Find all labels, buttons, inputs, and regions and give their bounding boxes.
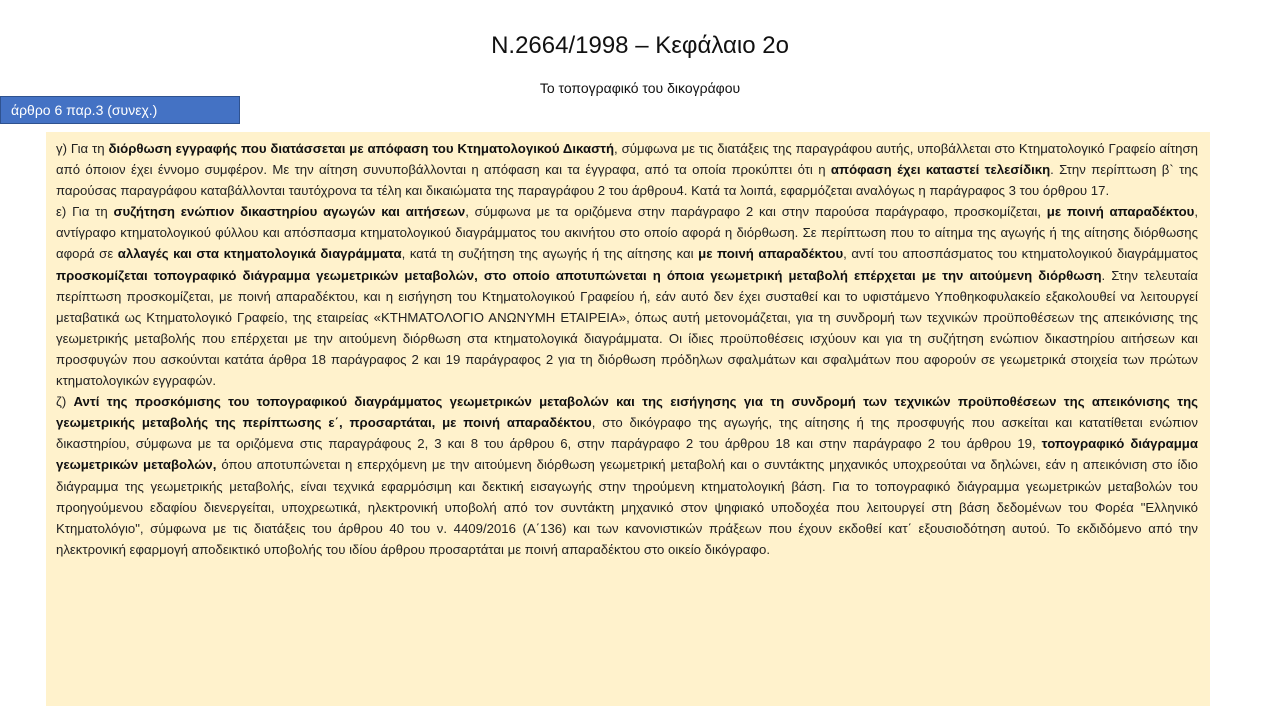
bold-span: τοπογραφικό διάγραμμα γεωμετρικών μεταβολών, — [56, 436, 1198, 473]
text-span: , σύμφωνα με τις διατάξεις της παραγράφου αυτής, υποβάλλεται στο Κτηματολογικό Γραφείο αίτηση από όποιον έχει έννομο συμφέρον. Με την αίτηση συνυποβάλλονται η απόφαση και τα έγγραφα, από τα οποία προκύπτει ότι η — [56, 141, 1198, 178]
text-span: ε) Για τη — [56, 204, 114, 220]
paragraph-zeta — [56, 391, 1198, 560]
bold-span: Αντί της προσκόμισης του τοπογραφικού διαγράμματος γεωμετρικών μεταβολών και της εισήγησης για τη συνδρομή των τεχνικών προϋποθέσεων της απεικόνισης της γεωμετρικής μεταβολής της περίπτωσης ε΄, προσαρτάται, με ποινή απαραδέκτου — [56, 394, 1198, 431]
text-span: , στο δικόγραφο της αγωγής, της αίτησης ή της προσφυγής που ασκείται και κατατίθεται ενώπιον δικαστηρίου, σύμφωνα με τα οριζόμενα στις παραγράφους 2, 3 και 8 του άρθρου 6, στην παράγραφο 2 του άρθρου 18 και στην παράγραφο 2 του άρθρου 19, — [56, 415, 1198, 452]
text-span: , κατά τη συζήτηση της αγωγής ή της αίτησης και — [401, 246, 699, 262]
bold-span: με ποινή απαραδέκτου — [1046, 204, 1195, 220]
text-span: γ) Για τη — [56, 141, 109, 156]
content-box — [46, 132, 1210, 706]
text-span: , αντίγραφο κτηματολογικού φύλλου και απόσπασμα κτηματολογικού διαγράμματος του ακινήτου στο οποίο αφορά η διόρθωση. Σε περίπτωση που το αίτημα της αγωγής ή της αίτησης διόρθωσης αφορά σε — [56, 204, 1198, 262]
bold-span: αλλαγές και στα κτηματολογικά διαγράμματα — [117, 246, 402, 262]
text-span: . Στην τελευταία περίπτωση προσκομίζεται, με ποινή απαραδέκτου, και η εισήγηση του Κτηματολογικού Γραφείου ή, εάν αυτό δεν έχει συσταθεί και το υφιστάμενο Υποθηκοφυλακείο εξακολουθεί να λειτουργεί μεταβατικά ως Κτηματολογικό Γραφείο, της εταιρείας «ΚΤΗΜΑΤΟΛΟΓΙΟ ΑΝΩΝΥΜΗ ΕΤΑΙΡΕΙΑ», όπως αυτή μετονομάζεται, για τη συνδρομή των τεχνικών προϋποθέσεων της απεικόνισης της γεωμετρικής μεταβολής που επέρχεται με την αιτούμενη διόρθωση στα κτηματολογικά διαγράμματα. Οι ίδιες προϋποθέσεις ισχύουν και για τη συζήτηση ενώπιον δικαστηρίου αιτήσεων και προσφυγών που ασκούνται κατάτα άρθρα 18 παράγραφος 2 και 19 παράγραφος 2 για τη διόρθωση πρόδηλων σφαλμάτων και σφαλμάτων που αφορούν σε γεωμετρικά στοιχεία των πρώτων κτηματολογικών εγγραφών. — [56, 267, 1198, 389]
bold-span: συζήτηση ενώπιον δικαστηρίου αγωγών και αιτήσεων — [113, 204, 466, 220]
text-span: , αντί του αποσπάσματος του κτηματολογικού διαγράμματος — [843, 246, 1199, 262]
bold-span: διόρθωση εγγραφής που διατάσσεται με απόφαση του Κτηματολογικού Δικαστή — [108, 141, 615, 156]
text-span: . Στην περίπτωση β` της παρούσας παραγράφου καταβάλλονται ταυτόχρονα τα τέλη και δικαιώματα της παραγράφου 2 του άρθρου4. Κατά τα λοιπά, εφαρμόζεται αναλόγως η παράγραφος 3 του όρθρου 17. — [56, 162, 1198, 199]
article-tag: άρθρο 6 παρ.3 (συνεχ.) — [0, 96, 240, 124]
paragraph-epsilon — [56, 201, 1198, 391]
text-span: όπου αποτυπώνεται η επερχόμενη με την αιτούμενη διόρθωση γεωμετρική μεταβολή και ο συντάκτης μηχανικός υποχρεούται να δηλώνει, εάν η απεικόνιση στο ίδιο διάγραμμα της γεωμετρικής μεταβολής, είναι τεχνικά εφαρμόσιμη και δεκτική εισαγωγής στην τηρούμενη κτηματολογική βάση. Για το τοπογραφικό διάγραμμα γεωμετρικών μεταβολών του προηγούμενου εδαφίου διενεργείται, υποχρεωτικά, ηλεκτρονική υποβολή από τον συντάκτη μηχανικό στον ψηφιακό υποδοχέα που λειτουργεί στη βάση δεδομένων του Φορέα "Ελληνικό Κτηματολόγιο", σύμφωνα με τις διατάξεις του άρθρου 40 του ν. 4409/2016 (Α΄136) και των κανονιστικών πράξεων που έχουν εκδοθεί κατ΄ εξουσιοδότηση αυτού. Το εκδιδόμενο από την ηλεκτρονική εφαρμογή αποδεικτικό υποβολής του ιδίου άρθρου προσαρτάται με ποινή απαραδέκτου στο οικείο δικόγραφο. — [56, 457, 1198, 557]
bold-span: προσκομίζεται τοπογραφικό διάγραμμα γεωμετρικών μεταβολών, στο οποίο αποτυπώνεται η όποια γεωμετρική μεταβολή επέρχεται με την αιτούμενη διόρθωση — [56, 267, 1102, 283]
paragraph-gamma — [56, 138, 1198, 201]
text-span: ζ) — [56, 394, 74, 410]
text-span: , σύμφωνα με τα οριζόμενα στην παράγραφο 2 και στην παρούσα παράγραφο, προσκομίζεται, — [465, 204, 1047, 220]
slide-title: Ν.2664/1998 – Κεφάλαιο 2ο — [491, 32, 789, 59]
slide-subtitle: Το τοπογραφικό του δικογράφου — [539, 80, 741, 96]
bold-span: με ποινή απαραδέκτου — [698, 246, 844, 262]
bold-span: απόφαση έχει καταστεί τελεσίδικη — [830, 162, 1051, 178]
